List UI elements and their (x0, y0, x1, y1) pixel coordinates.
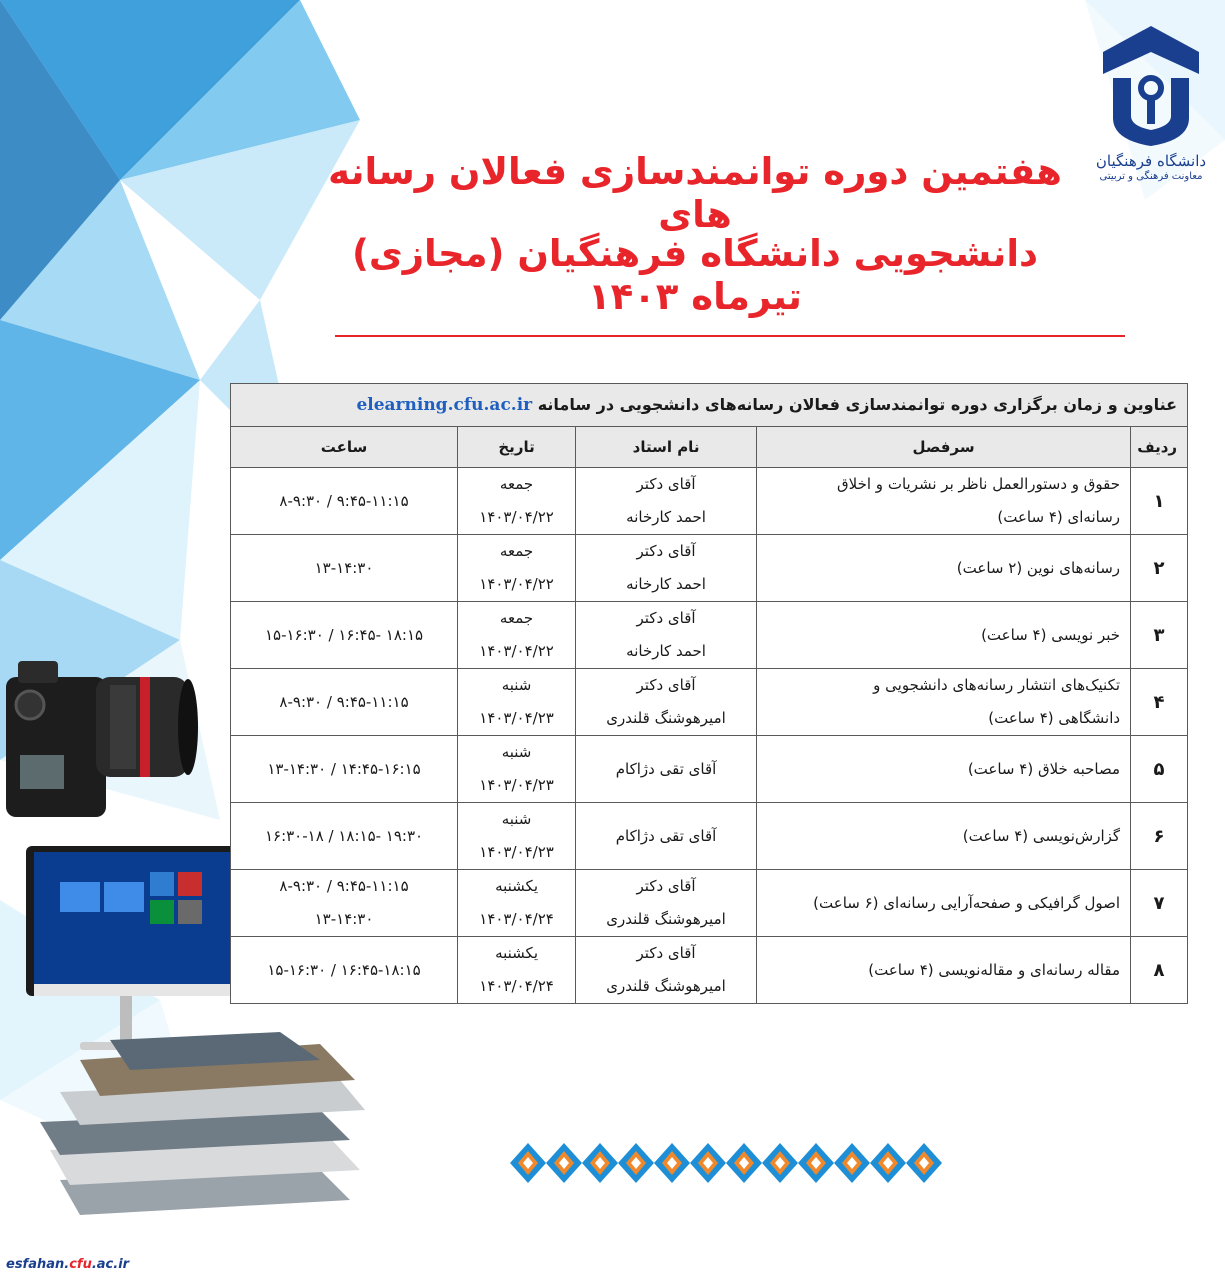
row-number: ۱ (1131, 468, 1188, 535)
row-topic: رسانه‌های نوین (۲ ساعت) (757, 535, 1131, 602)
table-caption-row (231, 384, 1188, 427)
footer-site-link[interactable] (0, 1252, 146, 1280)
row-topic: حقوق و دستورالعمل ناظر بر نشریات و اخلاق رسانه‌ای (۴ ساعت) (757, 468, 1131, 535)
row-number: ۷ (1131, 870, 1188, 937)
row-date: جمعه ۱۴۰۳/۰۴/۲۲ (458, 468, 576, 535)
university-logo (1092, 22, 1210, 202)
footer-site-suffix: .ac.ir (91, 1257, 130, 1272)
table-row (231, 736, 1188, 803)
header-date: تاریخ (458, 427, 576, 468)
table-row (231, 937, 1188, 1004)
table-row (231, 669, 1188, 736)
row-date: شنبه ۱۴۰۳/۰۴/۲۳ (458, 736, 576, 803)
row-time: ۱۳-۱۴:۳۰ / ۱۴:۴۵-۱۶:۱۵ (231, 736, 458, 803)
header-teacher: نام استاد (576, 427, 757, 468)
row-date: یکشنبه ۱۴۰۳/۰۴/۲۴ (458, 937, 576, 1004)
caption-site-link[interactable]: elearning.cfu.ac.ir (356, 395, 533, 415)
logo-name: دانشگاه فرهنگیان (1095, 152, 1207, 170)
ornament-icon (508, 1138, 960, 1188)
row-topic: اصول گرافیکی و صفحه‌آرایی رسانه‌ای (۶ ساعت) (757, 870, 1131, 937)
row-topic: خبر نویسی (۴ ساعت) (757, 602, 1131, 669)
row-topic: گزارش‌نویسی (۴ ساعت) (757, 803, 1131, 870)
row-date: جمعه ۱۴۰۳/۰۴/۲۲ (458, 535, 576, 602)
header-topic: سرفصل (757, 427, 1131, 468)
table-row (231, 870, 1188, 937)
row-teacher: آقای دکتر امیرهوشنگ قلندری (576, 937, 757, 1004)
table-row (231, 468, 1188, 535)
header-row-number: ردیف (1131, 427, 1188, 468)
table-header-row (231, 427, 1188, 468)
row-time: ۸-۹:۳۰ / ۹:۴۵-۱۱:۱۵ (231, 468, 458, 535)
row-number: ۴ (1131, 669, 1188, 736)
monitor-icon (20, 842, 250, 1062)
row-time: ۸-۹:۳۰ / ۹:۴۵-۱۱:۱۵ ۱۳-۱۴:۳۰ (231, 870, 458, 937)
row-number: ۸ (1131, 937, 1188, 1004)
row-teacher: آقای دکتر احمد کارخانه (576, 468, 757, 535)
row-number: ۳ (1131, 602, 1188, 669)
row-topic: تکنیک‌های انتشار رسانه‌های دانشجویی و دانشگاهی (۴ ساعت) (757, 669, 1131, 736)
row-teacher: آقای دکتر احمد کارخانه (576, 535, 757, 602)
table-row (231, 602, 1188, 669)
schedule-table (230, 383, 1188, 1004)
row-number: ۶ (1131, 803, 1188, 870)
row-topic: مقاله رسانه‌ای و مقاله‌نویسی (۴ ساعت) (757, 937, 1131, 1004)
row-teacher: آقای دکتر امیرهوشنگ قلندری (576, 669, 757, 736)
row-time: ۱۶:۳۰-۱۸ / ۱۸:۱۵- ۱۹:۳۰ (231, 803, 458, 870)
row-number: ۵ (1131, 736, 1188, 803)
row-time: ۱۵-۱۶:۳۰ / ۱۶:۴۵- ۱۸:۱۵ (231, 602, 458, 669)
row-teacher: آقای دکتر احمد کارخانه (576, 602, 757, 669)
camera-icon (0, 655, 200, 830)
table-caption-text: عناوین و زمان برگزاری دوره توانمندسازی فعالان رسانه‌های دانشجویی در سامانه (537, 395, 1178, 414)
row-time: ۱۵-۱۶:۳۰ / ۱۶:۴۵-۱۸:۱۵ (231, 937, 458, 1004)
page-title-line1: هفتمین دوره توانمندسازی فعالان رسانه های (328, 150, 1062, 236)
logo-subtitle: معاونت فرهنگی و تربیتی (1099, 171, 1203, 182)
footer-site-prefix: esfahan. (6, 1257, 70, 1272)
table-row (231, 535, 1188, 602)
row-time: ۸-۹:۳۰ / ۹:۴۵-۱۱:۱۵ (231, 669, 458, 736)
header-time: ساعت (231, 427, 458, 468)
row-topic: مصاحبه خلاق (۴ ساعت) (757, 736, 1131, 803)
row-time: ۱۳-۱۴:۳۰ (231, 535, 458, 602)
table-caption (231, 384, 1188, 427)
magazine-stack-icon (20, 1030, 370, 1220)
row-date: جمعه ۱۴۰۳/۰۴/۲۲ (458, 602, 576, 669)
row-date: شنبه ۱۴۰۳/۰۴/۲۳ (458, 803, 576, 870)
university-logo-icon (1099, 22, 1203, 150)
row-teacher: آقای تقی دژاکام (576, 736, 757, 803)
schedule-table-wrapper (230, 383, 1187, 1004)
row-teacher: آقای دکتر امیرهوشنگ قلندری (576, 870, 757, 937)
row-date: یکشنبه ۱۴۰۳/۰۴/۲۴ (458, 870, 576, 937)
row-teacher: آقای تقی دژاکام (576, 803, 757, 870)
footer-site-highlight: cfu (69, 1257, 92, 1272)
table-row (231, 803, 1188, 870)
row-number: ۲ (1131, 535, 1188, 602)
title-divider (335, 335, 1125, 337)
page-title-line2: دانشجویی دانشگاه فرهنگیان (مجازی) تیرماه ۱۴۰۳ (351, 232, 1039, 318)
row-date: شنبه ۱۴۰۳/۰۴/۲۳ (458, 669, 576, 736)
